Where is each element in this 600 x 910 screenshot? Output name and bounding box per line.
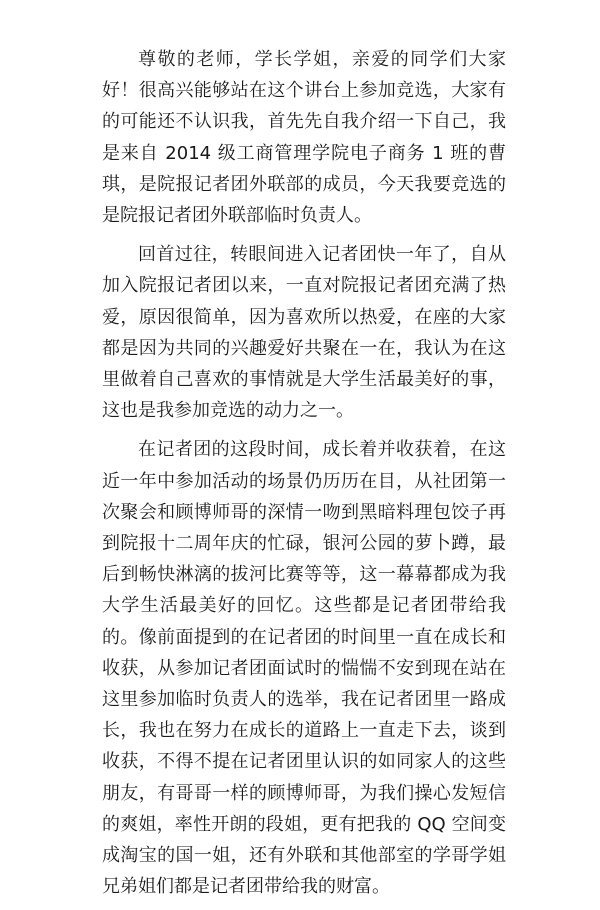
paragraph-review: 回首过往，转眼间进入记者团快一年了，自从加入院报记者团以来，一直对院报记者团充满了热爱，原因很简单，因为喜欢所以热爱，在座的大家都是因为共同的兴趣爱好共聚在一在，我认为在这里做着自己喜欢的事情就是大学生活最美好的事，这也是我参加竞选的动力之一。: [102, 244, 506, 422]
paragraph-experience: 在记者团的这段时间，成长着并收获着，在这近一年中参加活动的场景仍历历在目，从社团第一次聚会和顾博师哥的深情一吻到黑暗料理包饺子再到院报十二周年庆的忙碌，银河公园的萝卜蹲，最后到畅快淋漓的拔河比赛等等，这一幕幕都成为我大学生活最美好的回忆。这些都是记者团带给我的。像前面提到的在记者团的时间里一直在成长和收获，从参加记者团面试时的惴惴不安到现在站在这里参加临时负责人的选举，我在记者团里一路成长，我也在努力在成长的道路上一直走下去，谈到收获，不得不提在记者团里认识的如同家人的这些朋友，有哥哥一样的顾博师哥，为我们操心发短信的爽姐，率性开朗的段姐，更有把我的 QQ 空间变成淘宝的国一姐，还有外联和其他部室的学哥学姐兄弟姐们都是记者团带给我的财富。: [102, 439, 506, 898]
speech-text: [102, 44, 506, 910]
paragraph-intro: 尊敬的老师，学长学姐，亲爱的同学们大家好！很高兴能够站在这个讲台上参加竞选，大家有的可能还不认识我，首先先自我介绍一下自己，我是来自 2014 级工商管理学院电子商务 1 班的曹琪，是院报记者团外联部的成员，今天我要竞选的是院报记者团外联部临时负责人。: [102, 49, 506, 227]
